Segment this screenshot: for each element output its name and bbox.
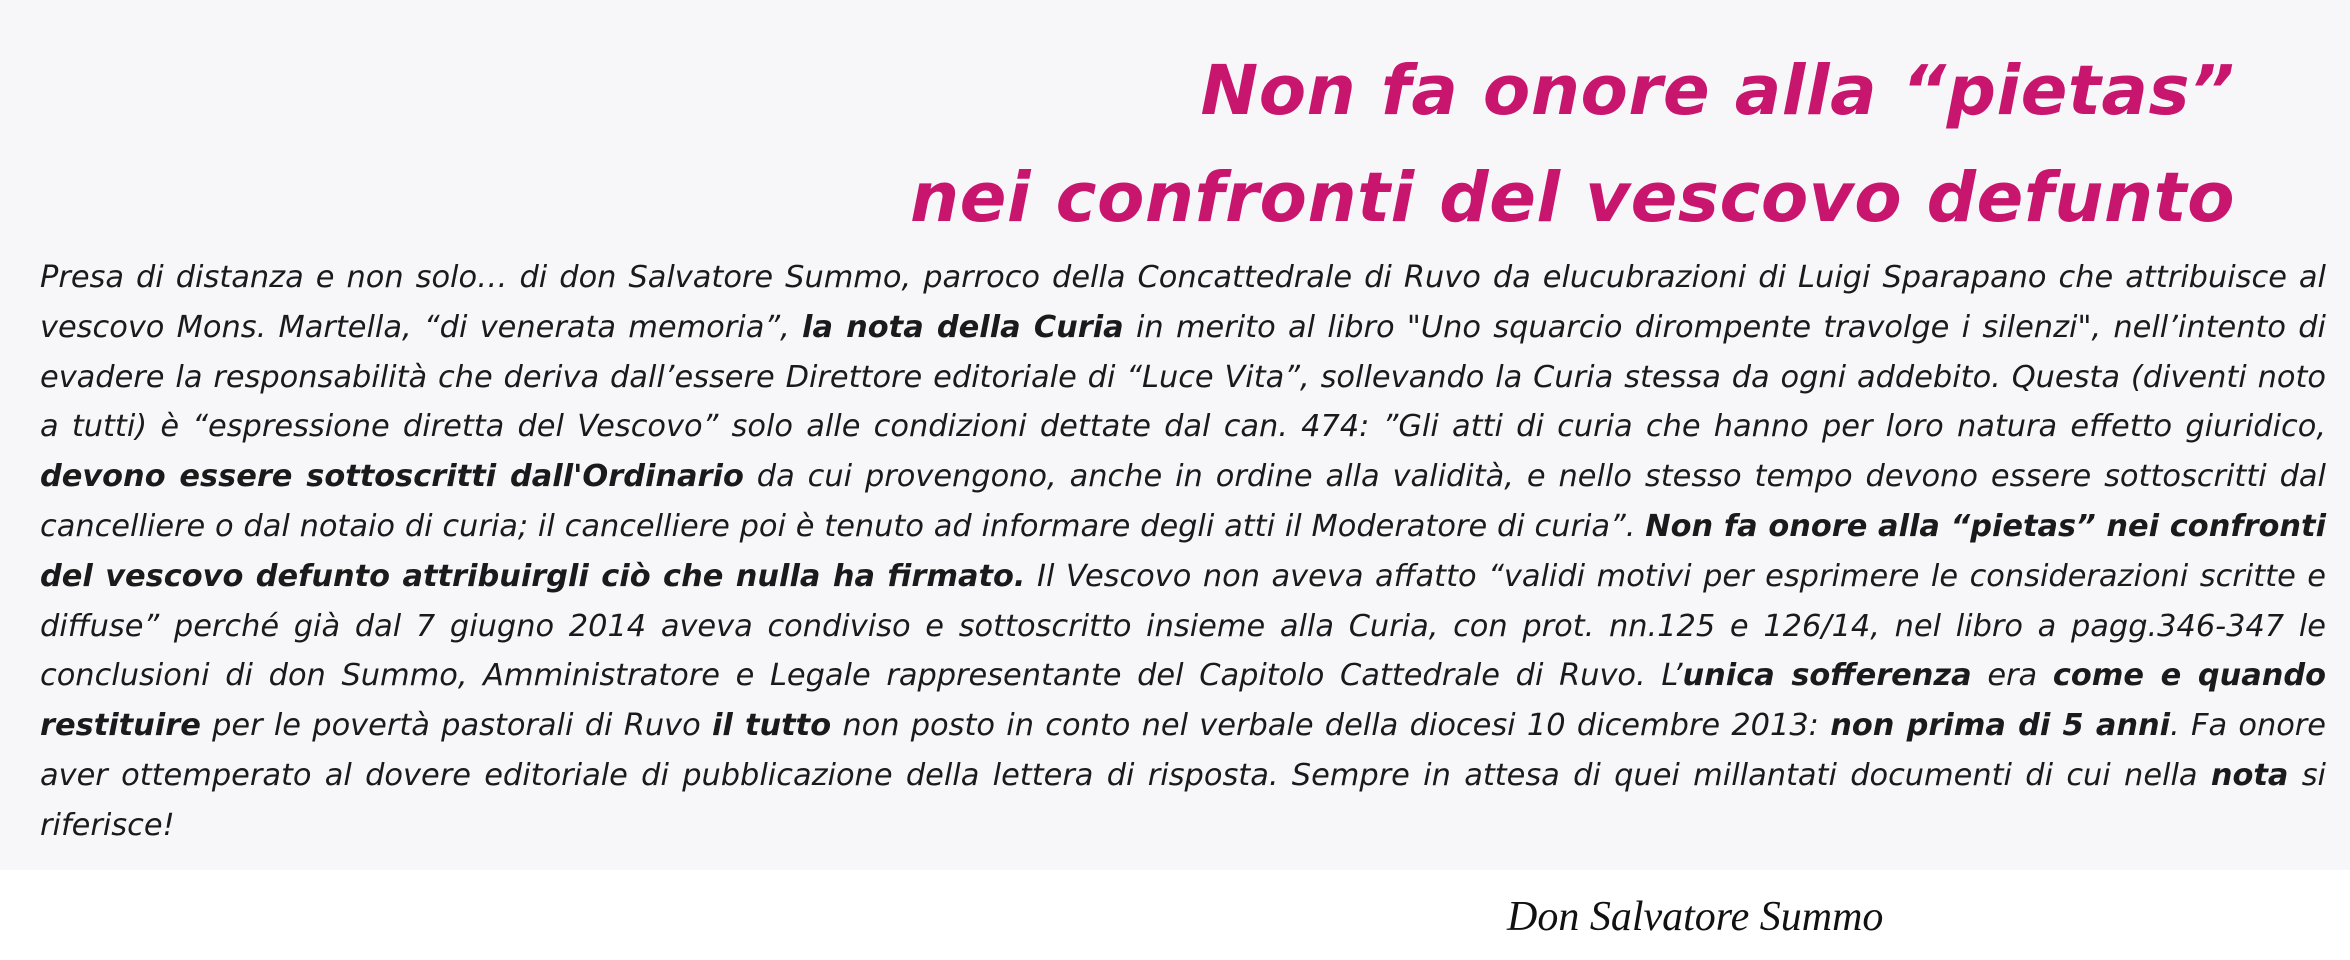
body-text: si riferisce! (40, 757, 2326, 843)
bold-phrase: la nota della Curia (802, 309, 1124, 345)
body-text: da cui provengono, anche in ordine alla validità, e nello stesso tempo devono essere sottoscritti dal cancelliere o dal notaio di curia; il cancelliere poi è tenuto ad informare degli atti il Moderatore di curia”. (40, 459, 2326, 544)
bold-phrase: come e quando restituire (40, 658, 2326, 744)
body-text: . Fa onore aver ottemperato al dovere editoriale di pubblicazione della lettera di risposta. Sempre in attesa di quei millantati documenti di cui nella (40, 708, 2326, 793)
bold-phrase: unica sofferenza (1682, 658, 1972, 694)
body-text: non posto in conto nel verbale della diocesi 10 dicembre 2013: (831, 708, 1831, 744)
body-text: in merito al libro "Uno squarcio dirompente travolge i silenzi", nell’intento di evadere la responsabilità che deriva dall’essere Direttore editoriale di “Luce Vita”, sollevando la Curia stessa da ogni addebito. Questa (diventi noto a tutti) è “espressione diretta del Vescovo” solo alle condizioni dettate dal can. 474: ”Gli atti di curia che hanno per loro natura effetto giuridico, (40, 309, 2326, 445)
bold-phrase: devono essere sottoscritti dall'Ordinario (40, 459, 744, 495)
body-text: Presa di distanza e non solo… di don Salvatore Summo, parroco della Concattedrale di Ruvo da elucubrazioni di Luigi Sparapano che attribuisce al vescovo Mons. Martella, “di venerata memoria”, (40, 260, 2326, 345)
body-text: Il Vescovo non aveva affatto “validi motivi per esprimere le considerazioni scritte e diffuse” perché già dal 7 giugno 2014 aveva condiviso e sottoscritto insieme alla Curia, con prot. nn.125 e 126/14, nel libro a pagg.346-347 le conclusioni di don Summo, Amministratore e Legale rappresentante del Capitolo Cattedrale di Ruvo. L’ (40, 558, 2327, 694)
body-text: era (1971, 658, 2053, 694)
bold-phrase: nota (2210, 757, 2289, 793)
bold-phrase: il tutto (711, 708, 832, 744)
bold-phrase: Non fa onore alla “pietas” nei confronti del vescovo defunto attribuirgli ciò che nulla ha firmato. (40, 508, 2326, 594)
headline (785, 38, 2235, 252)
article-body (40, 253, 2326, 851)
signature: Don Salvatore Summo (1507, 894, 1884, 940)
bottom-margin (0, 870, 2350, 960)
bold-phrase: non prima di 5 anni (1830, 708, 2171, 744)
body-text: per le povertà pastorali di Ruvo (200, 708, 712, 744)
headline-line-1: Non fa onore alla “pietas” (1200, 51, 2235, 131)
headline-line-2: nei confronti del vescovo defunto (909, 158, 2235, 238)
